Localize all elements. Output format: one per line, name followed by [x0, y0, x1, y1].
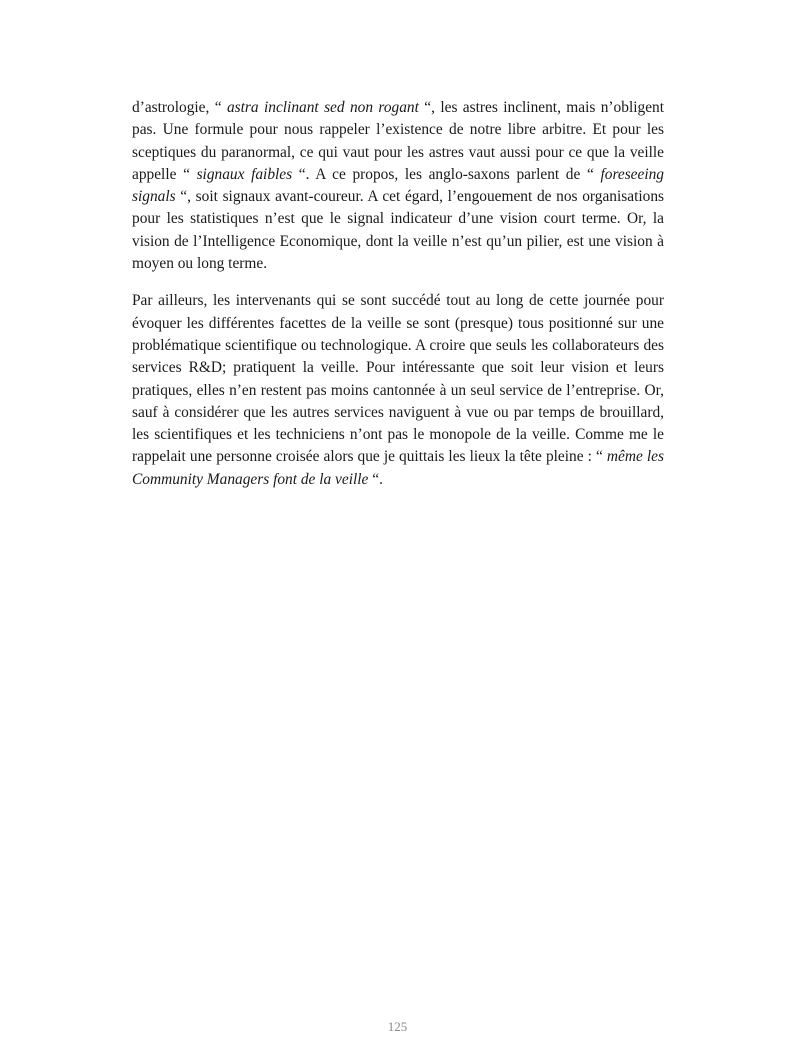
italic-term: foreseeing signals: [132, 165, 665, 206]
text-run: d’astrologie, “: [132, 99, 227, 116]
page-number: 125: [387, 1019, 408, 1034]
latin-quote: astra inclinant sed non rogant: [226, 99, 419, 116]
text-run: Par ailleurs, les intervenants qui se sont succédé tout au long de cette journée pour évoquer les différentes facettes de la veille se sont (presque) tous positionné sur une problématique scientifique ou technologique. A croire que seuls les collaborateurs des services R&D; pratiquent la veille. Pour intéressante que soit leur vision et leurs pratiques, elles n’en restent pas moins cantonnée à un seul service de l’entreprise. Or, sauf à considérer que les autres services naviguent à vue ou par temps de brouillard, les scientifiques et les techniciens n’ont pas le monopole de la veille. Comme me le rappelait une personne croisée alors que je quittais les lieux la tête pleine : “: [132, 292, 664, 466]
text-run: “.: [368, 470, 383, 488]
text-run: “. A ce propos, les anglo-saxons parlent de “: [292, 165, 601, 183]
paragraph: [132, 97, 664, 275]
body-text: [132, 97, 664, 506]
text-run: “, soit signaux avant-coureur. A cet égard, l’engouement de nos organisations pour les statistiques n’est que le signal indicateur d’une vision court terme. Or, la vision de l’Intelligence Economique, dont la veille n’est qu’un pilier, est une vision à moyen ou long terme.: [132, 188, 664, 273]
paragraph: [132, 290, 664, 491]
text-run: “, les astres inclinent, mais n’obligent pas. Une formule pour nous rappeler l’existence de notre libre arbitre. Et pour les sceptiques du paranormal, ce qui vaut pour les astres vaut aussi pour ce que la veille appelle “: [132, 99, 665, 183]
italic-quote: même les Community Managers font de la veille: [132, 448, 664, 488]
italic-term: signaux faibles: [196, 165, 293, 183]
